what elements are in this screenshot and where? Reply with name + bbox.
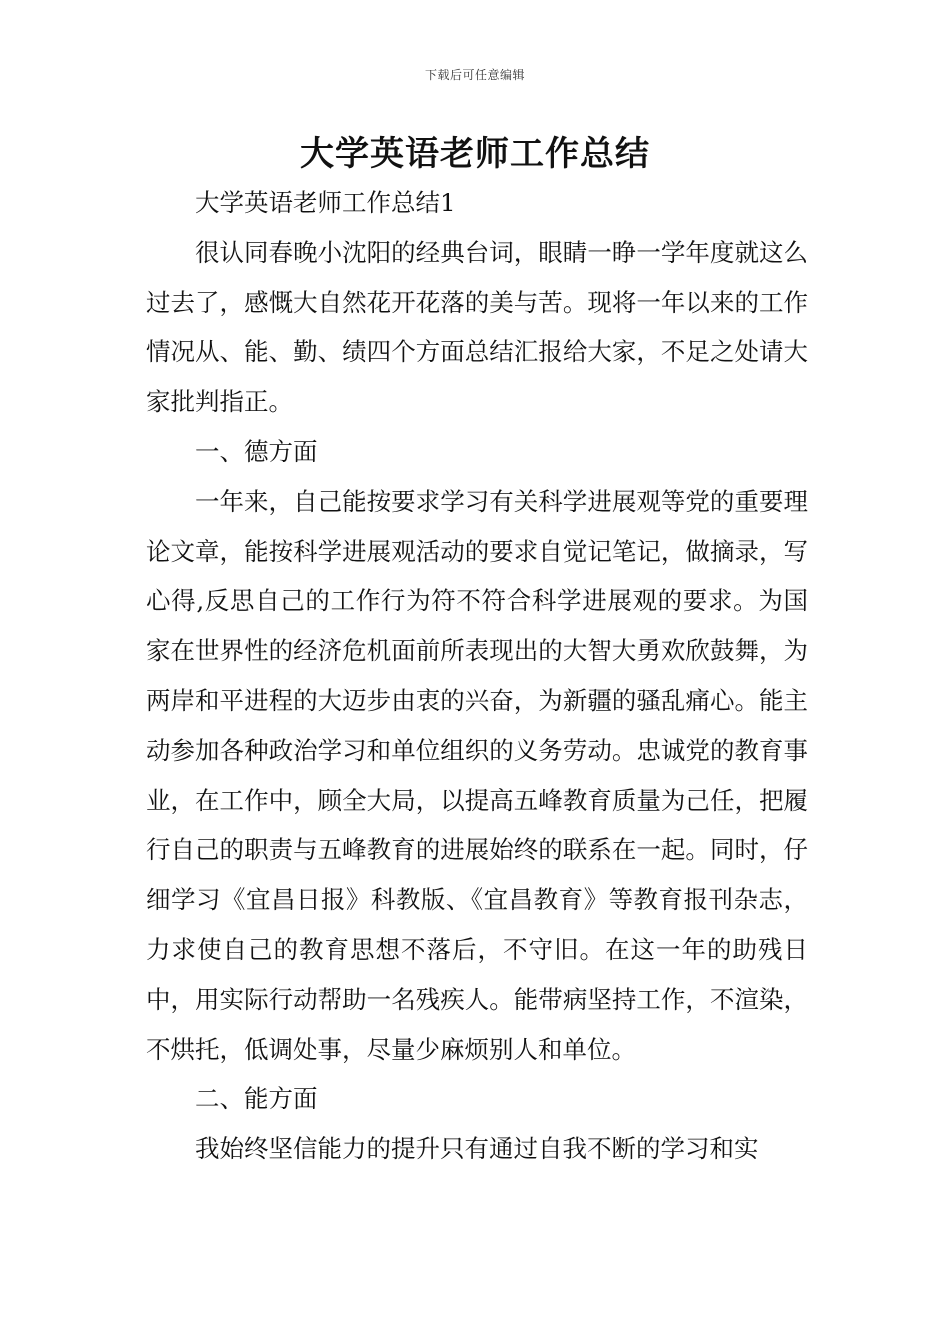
document-body xyxy=(146,178,808,1174)
body-paragraph-neng: 我始终坚信能力的提升只有通过自我不断的学习和实 xyxy=(195,1134,759,1164)
section-heading-de: 一、德方面 xyxy=(195,436,318,466)
header-note: 下载后可任意编辑 xyxy=(424,68,525,82)
section-subtitle: 大学英语老师工作总结1 xyxy=(195,188,456,217)
body-paragraph-intro: 很认同春晚小沈阳的经典台词，眼睛一睁一学年度就这么过去了，感慨大自然花开花落的美与苦。现将一年以来的工作情况从、能、勤、绩四个方面总结汇报给大家，不足之处请大家批判指正。 xyxy=(146,237,808,417)
document-title: 大学英语老师工作总结 xyxy=(300,134,650,174)
section-heading-neng: 二、能方面 xyxy=(195,1084,318,1114)
body-paragraph-de: 一年来，自己能按要求学习有关科学进展观等党的重要理论文章，能按科学进展观活动的要求自觉记笔记，做摘录，写心得,反思自己的工作行为符不符合科学进展观的要求。为国家在世界性的经济危机面前所表现出的大智大勇欢欣鼓舞，为两岸和平进程的大迈步由衷的兴奋，为新疆的骚乱痛心。能主动参加各种政治学习和单位组织的义务劳动。忠诚党的教育事业，在工作中，顾全大局，以提高五峰教育质量为己任，把履行自己的职责与五峰教育的进展始终的联系在一起。同时，仔细学习《宜昌日报》科教版、《宜昌教育》等教育报刊杂志，力求使自己的教育思想不落后，不守旧。在这一年的助残日中，用实际行动帮助一名残疾人。能带病坚持工作，不渲染，不烘托，低调处事，尽量少麻烦别人和单位。 xyxy=(146,486,808,1064)
